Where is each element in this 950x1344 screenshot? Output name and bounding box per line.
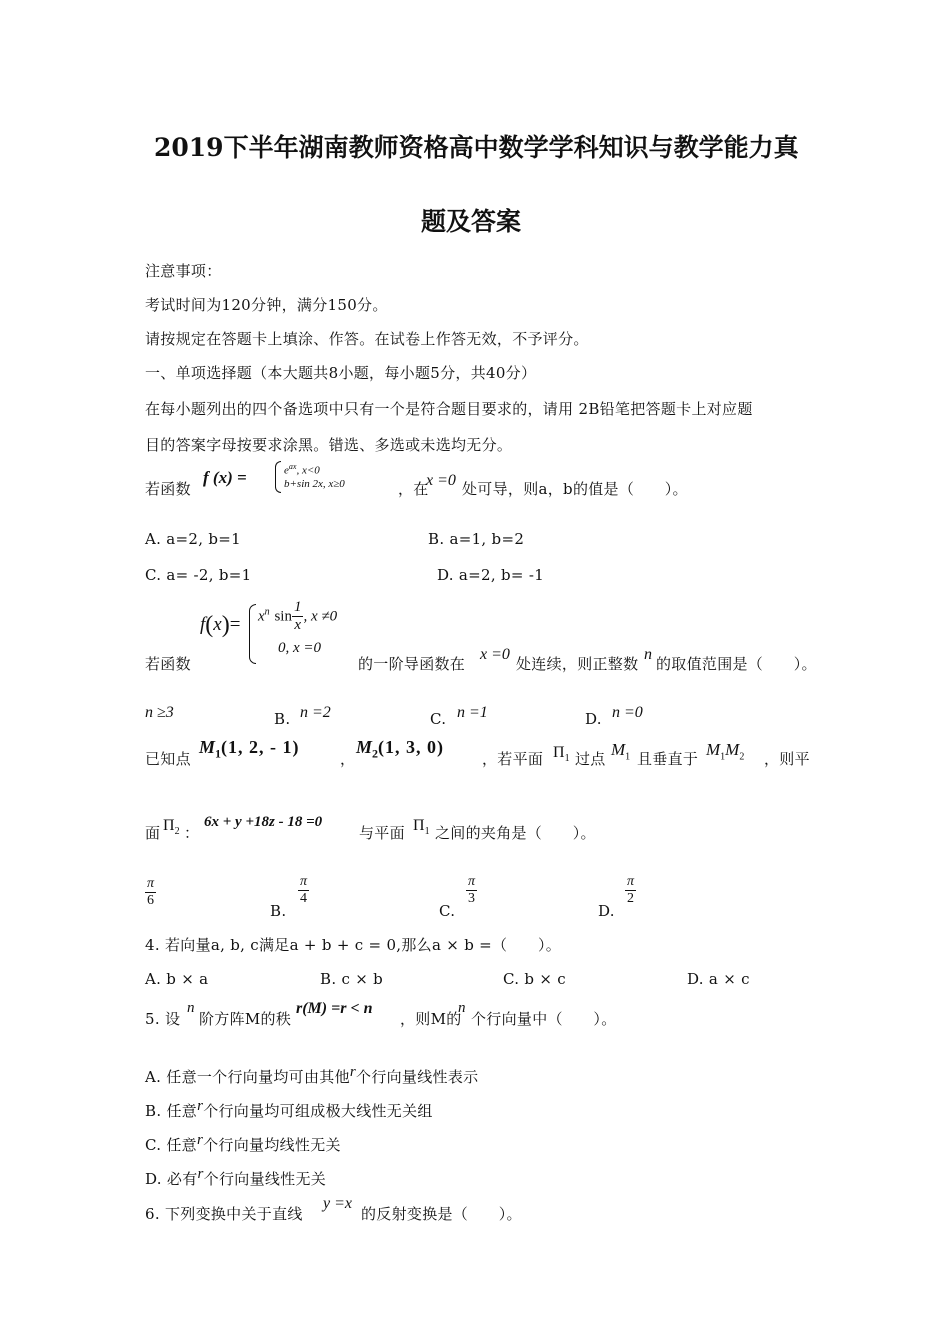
q2-point: x =0 xyxy=(480,646,510,663)
q3-mid-1: ，若平面 xyxy=(482,750,544,768)
q2-prefix: 若函数 xyxy=(145,655,191,673)
q2-option-c[interactable]: n =1 xyxy=(457,704,488,721)
q3-line2-prefix: 面 xyxy=(145,824,161,842)
q3-m1-ref: $M_1$ xyxy=(611,740,631,763)
section-heading: 一、单项选择题（本大题共8小题，每小题5分，共40分） xyxy=(145,364,537,382)
q2-n: n xyxy=(644,646,652,663)
q4-option-a[interactable]: A. b × a xyxy=(145,970,209,988)
q5-mid-2: ，则M的 xyxy=(400,1010,462,1028)
q1-brace xyxy=(275,461,281,493)
q5-option-b[interactable]: B. 任意r个行向量均可组成极大线性无关组 xyxy=(145,1098,433,1120)
q2-brace xyxy=(249,604,256,664)
q3-option-c-label[interactable]: C. xyxy=(439,902,456,920)
q4-option-b[interactable]: B. c × b xyxy=(320,970,384,988)
q2-option-c-label[interactable]: C. xyxy=(430,710,447,728)
q5-option-d[interactable]: D. 必有r个行向量线性无关 xyxy=(145,1166,327,1188)
notes-heading: 注意事项： xyxy=(145,262,222,280)
q6-suffix: 的反射变换是（ ）。 xyxy=(361,1205,522,1223)
q2-mid: 的一阶导函数在 xyxy=(358,655,466,673)
q2-function-lhs: f(x)= xyxy=(200,612,241,638)
q1-mid: ，在 xyxy=(398,480,429,498)
q3-plane-equation: 6x + y +18z - 18 =0 xyxy=(204,814,323,830)
q3-plane-pi1-ref: $\Pi_1$ xyxy=(413,817,430,838)
doc-title-line-2: 题及答案 xyxy=(421,207,522,236)
q3-colon: ： xyxy=(184,824,200,842)
q4-stem: 4. 若向量a, b, c满足a + b + c = 0,那么a × b =（ ）。 xyxy=(145,936,562,954)
q1-suffix: 处可导，则a，b的值是（ ）。 xyxy=(462,480,688,498)
q4-option-d[interactable]: D. a × c xyxy=(687,970,750,988)
notes-time: 考试时间为120分钟，满分150分。 xyxy=(145,296,388,314)
q5-mid-1: 阶方阵M的秩 xyxy=(199,1010,292,1028)
q2-case-1: $x^n$ sin $\frac{1}{x}$ , x ≠0 xyxy=(258,599,338,633)
q3-option-c[interactable]: $\frac{\pi}{3}$ xyxy=(468,874,476,906)
q3-option-b[interactable]: $\frac{\pi}{4}$ xyxy=(300,874,308,906)
q1-option-c[interactable]: C. a= -2, b=1 xyxy=(145,566,252,584)
q5-suffix: 个行向量中（ ）。 xyxy=(471,1010,617,1028)
q3-m1m2: $M_1M_2$ xyxy=(706,740,745,763)
doc-title-line-1: 2019下半年湖南教师资格高中数学学科知识与教学能力真 xyxy=(154,133,799,162)
q1-prefix: 若函数 xyxy=(145,480,191,498)
q3-point-m1: $M_1(1$, 2, - 1) xyxy=(199,737,300,761)
q2-option-d-label[interactable]: D. xyxy=(585,710,602,728)
q3-mid-4: 与平面 xyxy=(359,824,405,842)
q1-fx: f (x) = xyxy=(203,468,247,487)
q3-suffix-1: ，则平 xyxy=(764,750,810,768)
q2-suffix: 的取值范围是（ ）。 xyxy=(656,655,817,673)
q6-prefix: 6. 下列变换中关于直线 xyxy=(145,1205,303,1223)
q5-option-c[interactable]: C. 任意r个行向量均线性无关 xyxy=(145,1132,341,1154)
notes-rules: 请按规定在答题卡上填涂、作答。在试卷上作答无效，不予评分。 xyxy=(145,330,589,348)
q2-option-b-label[interactable]: B. xyxy=(274,710,291,728)
q3-suffix-2: 之间的夹角是（ ）。 xyxy=(435,824,596,842)
q3-comma: ， xyxy=(340,750,356,768)
q3-option-b-label[interactable]: B. xyxy=(270,902,287,920)
q2-option-a[interactable]: n ≥3 xyxy=(145,704,174,721)
section-instructions-1: 在每小题列出的四个备选项中只有一个是符合题目要求的，请用 2B铅笔把答题卡上对应题 xyxy=(145,400,753,418)
q5-option-a[interactable]: A. 任意一个行向量均可由其他r个行向量线性表示 xyxy=(145,1064,479,1086)
q2-case-2: 0, x =0 xyxy=(278,640,322,656)
q5-prefix: 5. 设 xyxy=(145,1010,181,1028)
q4-option-c[interactable]: C. b × c xyxy=(503,970,566,988)
q3-mid-3: 且垂直于 xyxy=(637,750,699,768)
q1-case-2: b+sin 2x, x≥0 xyxy=(284,478,345,490)
q2-option-d[interactable]: n =0 xyxy=(612,704,643,721)
q3-option-d[interactable]: $\frac{\pi}{2}$ xyxy=(627,874,635,906)
q3-point-m2: $M_2(1$, 3, 0) xyxy=(356,737,445,761)
q1-option-b[interactable]: B. a=1, b=2 xyxy=(428,530,525,548)
q5-n-2: n xyxy=(458,1000,466,1016)
q3-option-d-label[interactable]: D. xyxy=(598,902,615,920)
q1-option-a[interactable]: A. a=2, b=1 xyxy=(145,530,241,548)
q3-mid-2: 过点 xyxy=(575,750,606,768)
section-instructions-2: 目的答案字母按要求涂黑。错选、多选或未选均无分。 xyxy=(145,436,513,454)
q1-case-1: $e^{ax}$, x<0 xyxy=(284,462,320,477)
q5-rank: r(M) =r < n xyxy=(296,1000,373,1017)
q1-option-d[interactable]: D. a=2, b= -1 xyxy=(437,566,545,584)
q1-point: x =0 xyxy=(426,472,456,489)
q2-option-b[interactable]: n =2 xyxy=(300,704,331,721)
q3-prefix: 已知点 xyxy=(145,750,191,768)
q6-line: y =x xyxy=(323,1195,352,1212)
q2-mid-2: 处连续，则正整数 xyxy=(516,655,639,673)
q3-plane-pi1: $\Pi_1$ xyxy=(553,744,570,765)
q3-plane-pi2: $\Pi_2$ xyxy=(163,817,180,838)
q5-n: n xyxy=(187,1000,195,1016)
q3-option-a[interactable]: $\frac{\pi}{6}$ xyxy=(147,876,155,908)
